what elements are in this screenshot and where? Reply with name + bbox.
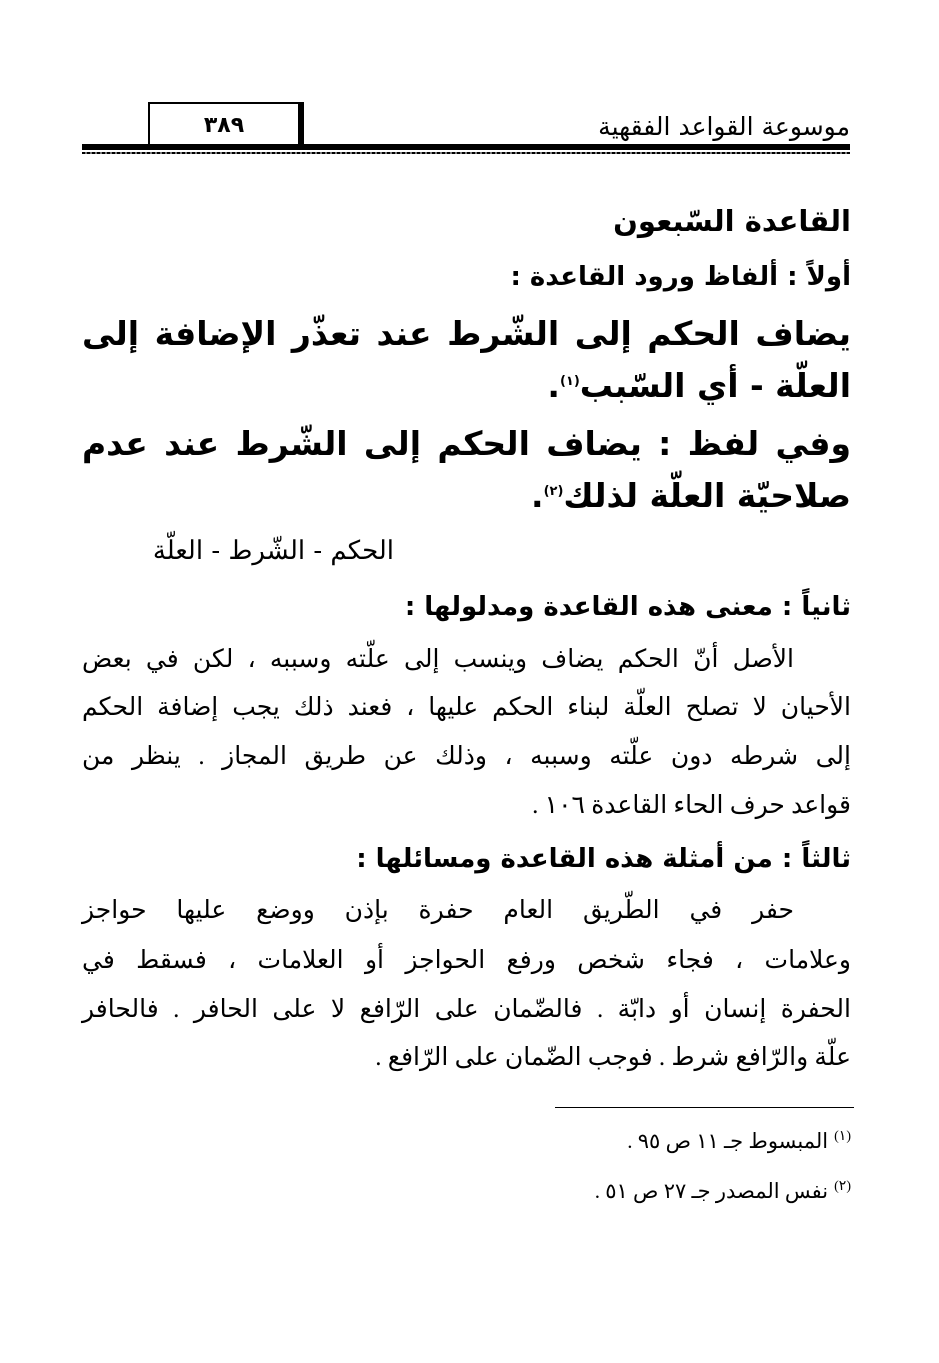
section3-line: حفر في الطّريق العام حفرة بإذن ووضع عليها حواجز (82, 897, 794, 924)
section3-heading: ثالثاً : من أمثلة هذه القاعدة ومسائلها : (356, 844, 851, 874)
footnote-2-mark: (٢) (834, 1179, 851, 1194)
alt-statement-line2 (531, 476, 851, 515)
alt-statement-line2-end: . (531, 476, 544, 515)
footnote-separator (555, 1107, 854, 1108)
footnote-2 (595, 1178, 851, 1204)
section2-line: الأحيان لا تصلح العلّة لبناء الحكم عليها ، فعند ذلك يجب إضافة الحكم (82, 694, 851, 721)
page-number-box (148, 102, 304, 150)
alt-statement-line1: وفي لفظ : يضاف الحكم إلى الشّرط عند عدم (82, 424, 851, 463)
footnote-1-mark: (١) (834, 1129, 851, 1144)
section3-line: الحفرة إنسان أو دابّة . فالضّمان على الرّافع لا على الحافر . فالحافر (82, 996, 851, 1023)
section2-heading: ثانياً : معنى هذه القاعدة ومدلولها : (404, 592, 851, 622)
footnote-ref-1[interactable]: (١) (559, 374, 580, 389)
alt-statement-line2-text: صلاحيّة العلّة لذلك (563, 476, 851, 515)
rule-statement-line2-text: العلّة - أي السّبب (579, 366, 851, 405)
key-terms: الحكم - الشّرط - العلّة (152, 536, 394, 566)
header-rule-thick (82, 144, 850, 150)
section2-line: إلى شرطه دون علّته وسببه ، وذلك عن طريق المجاز . ينظر من (82, 743, 851, 770)
section1-heading: أولاً : ألفاظ ورود القاعدة : (510, 262, 851, 292)
section3-line: علّة والرّافع شرط . فوجب الضّمان على الرّافع . (375, 1044, 851, 1071)
section2-line: الأصل أنّ الحكم يضاف وينسب إلى علّته وسببه ، لكن في بعض (82, 646, 794, 673)
rule-title: القاعدة السّبعون (613, 204, 851, 238)
page-number: ٣٨٩ (203, 113, 245, 138)
footnote-1 (627, 1128, 851, 1154)
footnote-2-text: نفس المصدر جـ ٢٧ ص ٥١ . (594, 1179, 829, 1203)
rule-statement-line1: يضاف الحكم إلى الشّرط عند تعذّر الإضافة إلى (82, 314, 851, 353)
footnote-ref-2[interactable]: (٢) (543, 484, 564, 499)
header-rule-thin (82, 152, 850, 154)
footnote-1-text: المبسوط جـ ١١ ص ٩٥ . (627, 1129, 829, 1153)
running-header (82, 100, 850, 156)
book-title: موسوعة القواعد الفقهية (598, 112, 850, 141)
section3-line: وعلامات ، فجاء شخص ورفع الحواجز أو العلامات ، فسقط في (82, 947, 851, 974)
rule-statement-line2-end: . (547, 366, 560, 405)
rule-statement-line2 (547, 366, 851, 405)
section2-line: قواعد حرف الحاء القاعدة ١٠٦ . (532, 792, 851, 819)
